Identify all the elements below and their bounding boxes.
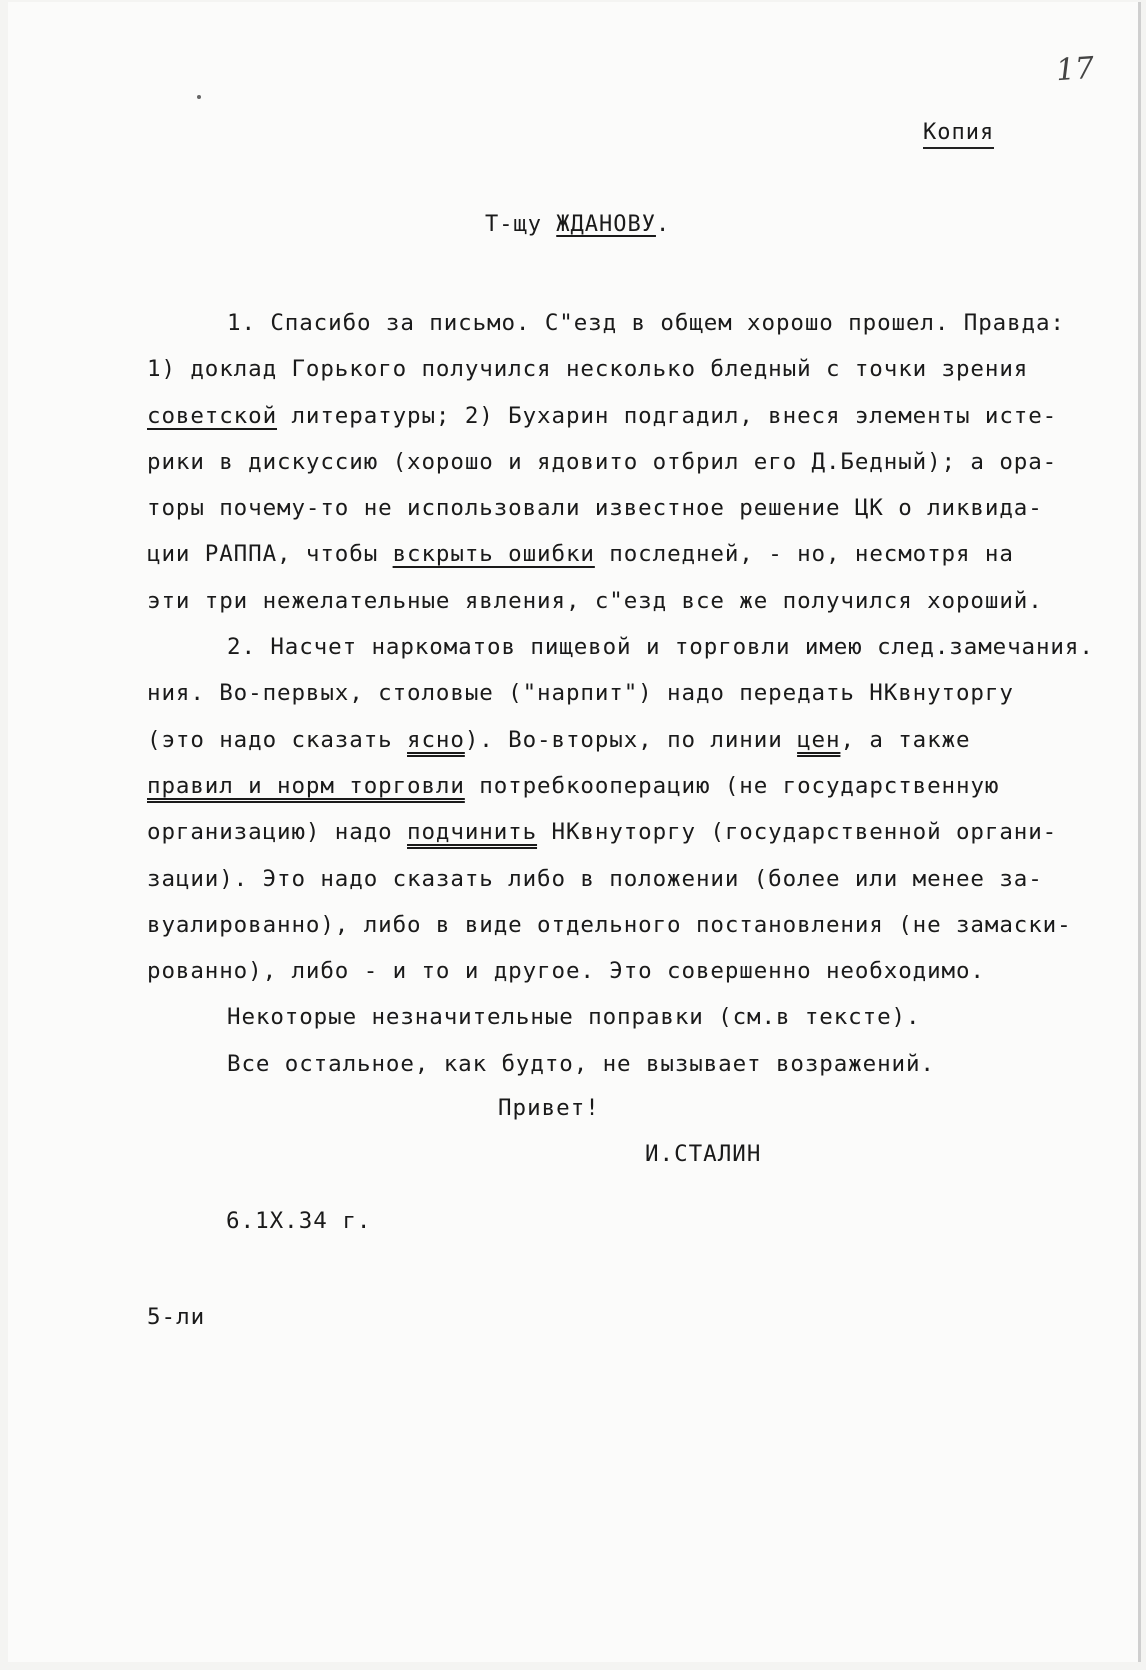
text-segment: торы почему-то не использовали известное решение ЦК о ликвида- bbox=[147, 495, 1043, 522]
body-line bbox=[147, 856, 1097, 902]
body-line bbox=[147, 809, 1097, 855]
letter-body bbox=[147, 300, 1097, 1087]
text-segment: организацию) надо bbox=[147, 819, 408, 846]
underlined-text: правил и норм торговли bbox=[147, 772, 465, 799]
body-line bbox=[147, 300, 1097, 346]
underlined-text: ясно bbox=[407, 726, 465, 753]
text-segment: , а также bbox=[840, 726, 971, 753]
body-line bbox=[147, 485, 1097, 531]
text-segment: 1) доклад Горького получился несколько бледный с точки зрения bbox=[147, 356, 1029, 383]
addressee-suffix: . bbox=[655, 212, 671, 237]
paper-speck bbox=[197, 95, 201, 99]
text-segment: 2. Насчет наркоматов пищевой и торговли имею след.замечания. bbox=[227, 634, 1094, 661]
body-line bbox=[147, 670, 1097, 716]
text-segment: последней, - но, несмотря на bbox=[594, 541, 1014, 568]
body-line bbox=[147, 439, 1097, 485]
date: 6.1Х.34 г. bbox=[226, 1208, 372, 1234]
text-segment: рованно), либо - и то и другое. Это совершенно необходимо. bbox=[147, 958, 985, 985]
text-segment: (это надо сказать bbox=[147, 726, 408, 753]
addressee-name: ЖДАНОВУ bbox=[556, 212, 656, 237]
underlined-text: подчинить bbox=[407, 819, 538, 846]
body-line bbox=[147, 763, 1097, 809]
text-segment: ). Во-вторых, по линии bbox=[464, 726, 798, 753]
text-segment: 1. Спасибо за письмо. С"езд в общем хорошо прошел. Правда: bbox=[227, 310, 1065, 336]
text-segment: потребкооперацию (не государственную bbox=[464, 772, 1000, 799]
text-segment: Некоторые незначительные поправки (см.в тексте). bbox=[227, 1004, 921, 1031]
text-segment: эти три нежелательные явления, с"езд все же получился хороший. bbox=[147, 587, 1043, 614]
body-line bbox=[147, 624, 1097, 670]
body-line bbox=[147, 531, 1097, 577]
text-segment: зации). Это надо сказать либо в положении (более или менее за- bbox=[147, 865, 1043, 892]
underlined-text: вскрыть ошибки bbox=[392, 541, 595, 568]
body-line bbox=[147, 717, 1097, 763]
greeting: Привет! bbox=[498, 1095, 600, 1121]
body-line bbox=[147, 902, 1097, 948]
text-segment: Все остальное, как будто, не вызывает возражений. bbox=[227, 1050, 935, 1077]
text-segment: ния. Во-первых, столовые ("нарпит") надо передать НКвнуторгу bbox=[147, 680, 1014, 707]
body-line bbox=[147, 948, 1097, 994]
copy-mark: Копия bbox=[923, 120, 994, 149]
text-segment: рики в дискуссию (хорошо и ядовито отбрил его Д.Бедный); а ора- bbox=[147, 448, 1058, 475]
signature: И.СТАЛИН bbox=[645, 1141, 762, 1167]
text-segment: вуалированно), либо в виде отдельного постановления (не замаски- bbox=[147, 911, 1072, 938]
body-line bbox=[147, 393, 1097, 439]
body-line bbox=[147, 578, 1097, 624]
document-page bbox=[8, 2, 1141, 1662]
page-number: 17 bbox=[1054, 50, 1096, 89]
underlined-text: цен bbox=[797, 726, 841, 753]
addressee bbox=[485, 212, 670, 237]
addressee-prefix: Т-щу bbox=[485, 212, 557, 237]
text-segment: литературы; 2) Бухарин подгадил, внеся элементы исте- bbox=[277, 402, 1058, 429]
body-line bbox=[147, 994, 1097, 1040]
text-segment: ции РАППА, чтобы bbox=[147, 541, 393, 568]
text-segment: НКвнуторгу (государственной органи- bbox=[537, 819, 1058, 846]
distribution-note: 5-ли bbox=[147, 1304, 206, 1330]
underlined-text: советской bbox=[147, 402, 278, 429]
body-line bbox=[147, 346, 1097, 392]
body-line bbox=[147, 1041, 1097, 1087]
